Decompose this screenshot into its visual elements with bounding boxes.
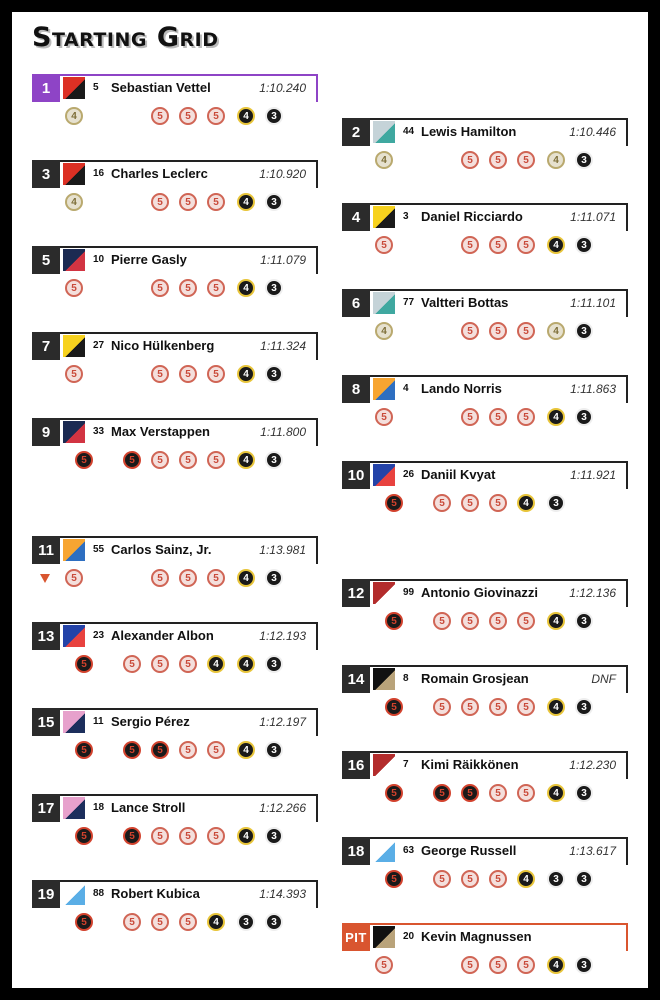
grid-entry: [32, 536, 318, 596]
driver-name: Daniil Kvyat: [421, 467, 496, 482]
tyre-icon: 5: [375, 408, 393, 426]
tyre-icon: 3: [575, 956, 593, 974]
driver-name: Kimi Räikkönen: [421, 757, 519, 772]
tyre-icon: 5: [489, 784, 507, 802]
grid-position: 12: [342, 579, 370, 607]
tyre-icon: 5: [207, 365, 225, 383]
team-color-swatch: [63, 421, 85, 443]
driver-name: Valtteri Bottas: [421, 295, 509, 310]
car-number: 8: [403, 673, 409, 684]
tyre-icon: 5: [207, 741, 225, 759]
car-number: 27: [93, 340, 105, 351]
grid-entry: [32, 708, 318, 768]
car-number: 63: [403, 845, 415, 856]
team-color-swatch: [373, 754, 395, 776]
driver-name: Alexander Albon: [111, 628, 214, 643]
tyre-icon: 5: [385, 612, 403, 630]
tyre-icon: 5: [375, 236, 393, 254]
grid-position: 8: [342, 375, 370, 403]
tyre-icon: 5: [179, 365, 197, 383]
tyre-icon: 5: [179, 741, 197, 759]
tyre-icon: 5: [461, 236, 479, 254]
grid-entry: [342, 461, 628, 521]
tyre-icon: 5: [151, 913, 169, 931]
tyre-icon: 5: [207, 193, 225, 211]
tyre-icon: 5: [433, 494, 451, 512]
tyre-icon: 5: [65, 365, 83, 383]
tyre-icon: 4: [547, 784, 565, 802]
driver-name: Sebastian Vettel: [111, 80, 211, 95]
lap-time: 1:11.800: [260, 425, 306, 439]
driver-name: Daniel Ricciardo: [421, 209, 523, 224]
grid-position: 1: [32, 74, 60, 102]
grid-position: PIT: [342, 923, 370, 951]
grid-position: 19: [32, 880, 60, 908]
lap-time: 1:10.920: [259, 167, 306, 181]
grid-entry: [32, 794, 318, 854]
team-color-swatch: [63, 711, 85, 733]
tyre-icon: 4: [65, 193, 83, 211]
car-number: 23: [93, 630, 105, 641]
grid-entry: [342, 923, 628, 983]
tyre-icon: 5: [489, 870, 507, 888]
team-color-swatch: [63, 77, 85, 99]
tyre-icon: 5: [517, 956, 535, 974]
tyre-icon: 5: [123, 655, 141, 673]
tyre-icon: 5: [433, 870, 451, 888]
tyre-icon: 3: [265, 827, 283, 845]
driver-name: Lance Stroll: [111, 800, 186, 815]
grid-entry: [342, 579, 628, 639]
driver-name: Lewis Hamilton: [421, 124, 517, 139]
car-number: 16: [93, 168, 105, 179]
tyre-icon: 3: [237, 913, 255, 931]
grid-position: 18: [342, 837, 370, 865]
tyre-icon: 3: [575, 784, 593, 802]
tyre-icon: 5: [65, 569, 83, 587]
team-color-swatch: [373, 668, 395, 690]
team-color-swatch: [373, 121, 395, 143]
tyre-icon: 4: [517, 494, 535, 512]
tyre-icon: 4: [65, 107, 83, 125]
lap-time: 1:12.230: [569, 758, 616, 772]
tyre-icon: 4: [237, 569, 255, 587]
tyre-icon: 4: [547, 408, 565, 426]
page: [12, 12, 648, 988]
tyre-icon: 5: [123, 913, 141, 931]
car-number: 5: [93, 82, 99, 93]
lap-time: DNF: [591, 672, 616, 686]
tyre-icon: 5: [517, 784, 535, 802]
tyre-icon: 5: [461, 698, 479, 716]
tyre-icon: 5: [517, 698, 535, 716]
driver-name: Robert Kubica: [111, 886, 200, 901]
tyre-icon: 5: [385, 698, 403, 716]
tyre-icon: 3: [265, 365, 283, 383]
tyre-icon: 4: [237, 451, 255, 469]
tyre-icon: 5: [179, 107, 197, 125]
tyre-icon: 5: [151, 279, 169, 297]
tyre-icon: 5: [433, 698, 451, 716]
lap-time: 1:11.079: [260, 253, 306, 267]
tyre-icon: 3: [265, 451, 283, 469]
driver-name: Antonio Giovinazzi: [421, 585, 538, 600]
lap-time: 1:12.193: [259, 629, 306, 643]
tyre-icon: 5: [385, 870, 403, 888]
tyre-icon: 3: [575, 698, 593, 716]
tyre-icon: 3: [575, 612, 593, 630]
tyre-icon: 5: [123, 741, 141, 759]
tyre-icon: 5: [207, 107, 225, 125]
tyre-icon: 4: [517, 870, 535, 888]
lap-time: 1:10.446: [569, 125, 616, 139]
tyre-icon: 4: [237, 279, 255, 297]
driver-name: Kevin Magnussen: [421, 929, 532, 944]
tyre-icon: 5: [179, 279, 197, 297]
grid-entry: [32, 74, 318, 134]
tyre-icon: 5: [179, 451, 197, 469]
team-color-swatch: [63, 249, 85, 271]
car-number: 99: [403, 587, 415, 598]
driver-name: George Russell: [421, 843, 517, 858]
driver-name: Max Verstappen: [111, 424, 210, 439]
grid-entry: [342, 751, 628, 811]
tyre-icon: 4: [547, 698, 565, 716]
tyre-icon: 5: [517, 408, 535, 426]
tyre-icon: 5: [179, 913, 197, 931]
tyre-icon: 5: [151, 451, 169, 469]
car-number: 10: [93, 254, 105, 265]
lap-time: 1:14.393: [259, 887, 306, 901]
car-number: 20: [403, 931, 415, 942]
tyre-icon: 5: [179, 655, 197, 673]
tyre-icon: 5: [489, 698, 507, 716]
grid-position: 14: [342, 665, 370, 693]
grid-entry: [32, 880, 318, 940]
tyre-icon: 3: [575, 322, 593, 340]
grid-entry: [32, 622, 318, 682]
lap-time: 1:12.266: [259, 801, 306, 815]
tyre-icon: 5: [517, 322, 535, 340]
tyre-icon: 5: [207, 827, 225, 845]
driver-name: Sergio Pérez: [111, 714, 190, 729]
tyre-icon: 4: [547, 612, 565, 630]
team-color-swatch: [63, 797, 85, 819]
tyre-icon: 5: [461, 494, 479, 512]
tyre-icon: 5: [75, 451, 93, 469]
team-color-swatch: [63, 883, 85, 905]
lap-time: 1:10.240: [259, 81, 306, 95]
tyre-icon: 4: [375, 151, 393, 169]
grid-position: 2: [342, 118, 370, 146]
driver-name: Carlos Sainz, Jr.: [111, 542, 212, 557]
tyre-icon: 4: [547, 236, 565, 254]
grid-position: 7: [32, 332, 60, 360]
driver-name: Lando Norris: [421, 381, 502, 396]
tyre-icon: 5: [489, 494, 507, 512]
page-title: Starting Grid: [32, 22, 219, 53]
tyre-icon: 3: [265, 193, 283, 211]
car-number: 11: [93, 716, 104, 727]
grid-position: 6: [342, 289, 370, 317]
team-color-swatch: [63, 625, 85, 647]
grid-position: 16: [342, 751, 370, 779]
lap-time: 1:13.981: [259, 543, 306, 557]
car-number: 55: [93, 544, 105, 555]
lap-time: 1:11.324: [260, 339, 306, 353]
tyre-icon: 3: [265, 741, 283, 759]
car-number: 3: [403, 211, 409, 222]
tyre-icon: 3: [575, 870, 593, 888]
tyre-icon: 5: [151, 365, 169, 383]
grid-position: 4: [342, 203, 370, 231]
tyre-icon: 5: [207, 569, 225, 587]
grid-position: 15: [32, 708, 60, 736]
tyre-icon: 5: [461, 322, 479, 340]
tyre-icon: 4: [237, 655, 255, 673]
team-color-swatch: [63, 539, 85, 561]
tyre-icon: 5: [489, 408, 507, 426]
tyre-icon: 5: [489, 612, 507, 630]
tyre-icon: 3: [265, 279, 283, 297]
tyre-icon: 3: [575, 236, 593, 254]
tyre-icon: 4: [237, 193, 255, 211]
tyre-icon: 4: [547, 151, 565, 169]
driver-name: Nico Hülkenberg: [111, 338, 215, 353]
car-number: 7: [403, 759, 409, 770]
tyre-icon: 5: [123, 451, 141, 469]
team-color-swatch: [373, 292, 395, 314]
tyre-icon: 3: [547, 494, 565, 512]
grid-entry: [32, 418, 318, 478]
tyre-icon: 4: [375, 322, 393, 340]
tyre-icon: 5: [207, 451, 225, 469]
tyre-icon: 5: [151, 193, 169, 211]
team-color-swatch: [373, 464, 395, 486]
tyre-icon: 3: [265, 913, 283, 931]
tyre-icon: 5: [433, 612, 451, 630]
tyre-icon: 5: [65, 279, 83, 297]
driver-name: Charles Leclerc: [111, 166, 208, 181]
tyre-icon: 5: [207, 279, 225, 297]
tyre-icon: 3: [575, 408, 593, 426]
grid-position: 10: [342, 461, 370, 489]
grid-position: 11: [32, 536, 60, 564]
driver-name: Pierre Gasly: [111, 252, 187, 267]
car-number: 4: [403, 383, 409, 394]
tyre-icon: 5: [179, 827, 197, 845]
tyre-icon: 5: [179, 193, 197, 211]
tyre-icon: 5: [517, 236, 535, 254]
grid-drop-icon: [40, 574, 50, 583]
team-color-swatch: [63, 163, 85, 185]
lap-time: 1:12.197: [259, 715, 306, 729]
tyre-icon: 5: [461, 612, 479, 630]
lap-time: 1:11.071: [570, 210, 616, 224]
tyre-icon: 5: [461, 408, 479, 426]
tyre-icon: 5: [461, 784, 479, 802]
tyre-icon: 4: [237, 741, 255, 759]
tyre-icon: 5: [489, 236, 507, 254]
tyre-icon: 5: [489, 322, 507, 340]
lap-time: 1:11.921: [570, 468, 616, 482]
team-color-swatch: [373, 206, 395, 228]
grid-position: 5: [32, 246, 60, 274]
tyre-icon: 4: [207, 655, 225, 673]
car-number: 77: [403, 297, 415, 308]
tyre-icon: 3: [265, 107, 283, 125]
grid-entry: [32, 332, 318, 392]
tyre-icon: 4: [547, 322, 565, 340]
car-number: 26: [403, 469, 415, 480]
grid-entry: [342, 118, 628, 178]
grid-position: 9: [32, 418, 60, 446]
tyre-icon: 3: [265, 569, 283, 587]
tyre-icon: 5: [151, 827, 169, 845]
car-number: 33: [93, 426, 105, 437]
tyre-icon: 5: [123, 827, 141, 845]
tyre-icon: 3: [547, 870, 565, 888]
team-color-swatch: [373, 378, 395, 400]
tyre-icon: 4: [237, 365, 255, 383]
tyre-icon: 5: [461, 151, 479, 169]
grid-position: 17: [32, 794, 60, 822]
grid-entry: [342, 375, 628, 435]
tyre-icon: 5: [517, 612, 535, 630]
team-color-swatch: [63, 335, 85, 357]
tyre-icon: 4: [547, 956, 565, 974]
driver-name: Romain Grosjean: [421, 671, 529, 686]
tyre-icon: 5: [489, 956, 507, 974]
tyre-icon: 5: [375, 956, 393, 974]
team-color-swatch: [373, 582, 395, 604]
tyre-icon: 5: [151, 107, 169, 125]
grid-entry: [342, 665, 628, 725]
grid-entry: [342, 203, 628, 263]
tyre-icon: 5: [151, 655, 169, 673]
tyre-icon: 5: [385, 494, 403, 512]
tyre-icon: 5: [75, 655, 93, 673]
car-number: 88: [93, 888, 105, 899]
grid-entry: [32, 160, 318, 220]
tyre-icon: 3: [265, 655, 283, 673]
tyre-icon: 5: [461, 956, 479, 974]
grid-entry: [32, 246, 318, 306]
tyre-icon: 5: [75, 741, 93, 759]
car-number: 18: [93, 802, 105, 813]
tyre-icon: 4: [237, 107, 255, 125]
tyre-icon: 5: [433, 784, 451, 802]
lap-time: 1:13.617: [569, 844, 616, 858]
team-color-swatch: [373, 840, 395, 862]
grid-position: 13: [32, 622, 60, 650]
tyre-icon: 5: [151, 569, 169, 587]
tyre-icon: 5: [385, 784, 403, 802]
tyre-icon: 5: [489, 151, 507, 169]
tyre-icon: 4: [237, 827, 255, 845]
tyre-icon: 5: [151, 741, 169, 759]
lap-time: 1:12.136: [569, 586, 616, 600]
tyre-icon: 5: [75, 913, 93, 931]
tyre-icon: 4: [207, 913, 225, 931]
tyre-icon: 5: [75, 827, 93, 845]
lap-time: 1:11.101: [570, 296, 616, 310]
car-number: 44: [403, 126, 415, 137]
grid-entry: [342, 289, 628, 349]
tyre-icon: 5: [517, 151, 535, 169]
tyre-icon: 5: [461, 870, 479, 888]
team-color-swatch: [373, 926, 395, 948]
tyre-icon: 5: [179, 569, 197, 587]
tyre-icon: 3: [575, 151, 593, 169]
grid-entry: [342, 837, 628, 897]
lap-time: 1:11.863: [570, 382, 616, 396]
grid-position: 3: [32, 160, 60, 188]
